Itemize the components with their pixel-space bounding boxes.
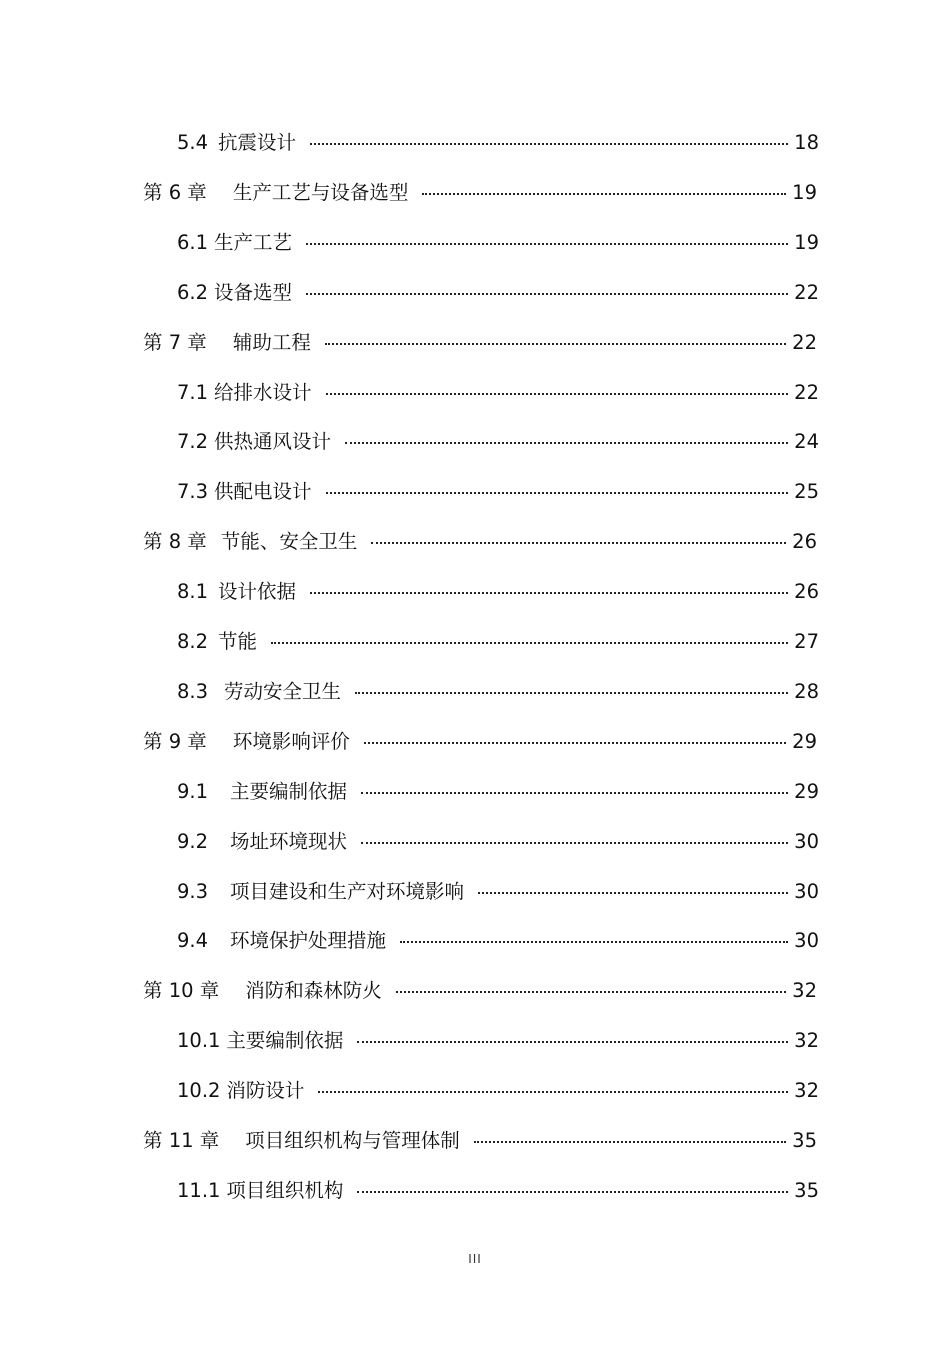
toc-entry-title: 辅助工程 xyxy=(232,330,311,354)
toc-entry[interactable] xyxy=(143,977,817,1005)
toc-entry-title: 生产工艺 xyxy=(214,230,293,254)
dot-leader xyxy=(361,842,788,844)
toc-entry-number: 9.1 xyxy=(177,779,209,803)
page-number: III xyxy=(468,1252,482,1266)
toc-entry-page: 35 xyxy=(794,1178,819,1202)
toc-entry-title: 环境保护处理措施 xyxy=(230,929,387,953)
toc-entry[interactable] xyxy=(143,528,817,556)
toc-entry-number: 8.1 xyxy=(177,580,209,604)
toc-entry-number: 6.2 xyxy=(177,280,209,304)
toc-entry-page: 18 xyxy=(794,131,819,154)
toc-entry-page: 29 xyxy=(792,729,817,753)
toc-entry-number: 8.2 xyxy=(177,630,209,653)
toc-entry-title: 劳动安全卫生 xyxy=(224,679,342,703)
toc-entry-title: 消防和森林防火 xyxy=(245,979,382,1003)
toc-entry-number: 7.2 xyxy=(177,430,209,454)
toc-entry[interactable] xyxy=(177,878,819,906)
dot-leader xyxy=(306,293,788,295)
toc-entry[interactable] xyxy=(177,927,819,955)
toc-entry-page: 32 xyxy=(794,1029,819,1053)
toc-entry-title: 消防设计 xyxy=(226,1079,305,1103)
toc-entry-page: 30 xyxy=(794,929,819,953)
toc-entry-page: 25 xyxy=(794,480,819,504)
toc-entry-page: 22 xyxy=(794,280,819,304)
toc-entry-title: 设备选型 xyxy=(214,280,293,304)
dot-leader xyxy=(400,941,788,943)
dot-leader xyxy=(355,692,788,694)
toc-entry-number: 8.3 xyxy=(177,679,209,703)
toc-entry-page: 32 xyxy=(792,979,817,1003)
toc-entry[interactable] xyxy=(143,329,817,357)
toc-entry-title: 生产工艺与设备选型 xyxy=(232,180,409,204)
toc-entry-title: 主要编制依据 xyxy=(226,1029,344,1053)
toc-entry-number: 7.3 xyxy=(177,480,209,504)
dot-leader xyxy=(345,442,788,444)
toc-entry[interactable] xyxy=(143,179,817,207)
toc-entry-page: 22 xyxy=(792,330,817,354)
toc-entry-page: 26 xyxy=(794,580,819,604)
toc-entry[interactable] xyxy=(177,678,819,706)
toc-entry-page: 30 xyxy=(794,879,819,903)
toc-entry-page: 28 xyxy=(794,679,819,703)
toc-entry-title: 场址环境现状 xyxy=(230,829,348,853)
toc-entry-number: 第 9 章 xyxy=(143,729,207,753)
toc-entry-number: 第 8 章 xyxy=(143,530,207,554)
toc-entry[interactable] xyxy=(177,428,819,456)
toc-entry-title: 抗震设计 xyxy=(218,131,297,154)
toc-entry-number: 9.4 xyxy=(177,929,209,953)
toc-entry-page: 29 xyxy=(794,779,819,803)
toc-entry-number: 第 6 章 xyxy=(143,180,207,204)
toc-entry[interactable] xyxy=(177,628,819,656)
dot-leader xyxy=(318,1091,788,1093)
toc-entry-title: 项目组织机构 xyxy=(226,1178,344,1202)
toc-entry-title: 供配电设计 xyxy=(214,480,312,504)
dot-leader xyxy=(310,592,788,594)
toc-entry-title: 供热通风设计 xyxy=(214,430,332,454)
toc-entry-number: 5.4 xyxy=(177,131,209,154)
toc-entry-page: 19 xyxy=(794,230,819,254)
dot-leader xyxy=(474,1141,786,1143)
toc-entry-page: 26 xyxy=(792,530,817,554)
toc-entry-title: 节能 xyxy=(218,630,258,653)
dot-leader xyxy=(357,1191,788,1193)
toc-entry-number: 10.2 xyxy=(177,1079,221,1103)
toc-entry-number: 第 11 章 xyxy=(143,1129,220,1152)
toc-entry-title: 节能、安全卫生 xyxy=(220,530,358,554)
toc-entry-title: 主要编制依据 xyxy=(230,779,348,803)
dot-leader xyxy=(271,642,788,644)
toc-entry[interactable] xyxy=(177,279,819,307)
toc-entry[interactable] xyxy=(143,728,817,756)
dot-leader xyxy=(364,742,786,744)
dot-leader xyxy=(325,343,786,345)
toc-entry[interactable] xyxy=(177,578,819,606)
dot-leader xyxy=(371,542,786,544)
toc-entry-number: 第 7 章 xyxy=(143,330,207,354)
toc-entry-page: 35 xyxy=(792,1129,817,1152)
toc-entry-title: 环境影响评价 xyxy=(232,729,350,753)
toc-entry[interactable] xyxy=(177,1077,819,1105)
toc-entry-page: 19 xyxy=(792,180,817,204)
dot-leader xyxy=(310,143,788,145)
toc-entry[interactable] xyxy=(143,1127,817,1155)
dot-leader xyxy=(361,792,788,794)
toc-entry-number: 第 10 章 xyxy=(143,979,220,1003)
dot-leader xyxy=(326,393,789,395)
toc-entry-page: 27 xyxy=(794,630,819,653)
dot-leader xyxy=(306,243,788,245)
toc-entry-title: 设计依据 xyxy=(218,580,297,604)
toc-entry-number: 6.1 xyxy=(177,230,209,254)
toc-entry[interactable] xyxy=(177,379,819,407)
toc-entry-number: 10.1 xyxy=(177,1029,221,1053)
dot-leader xyxy=(396,991,786,993)
dot-leader xyxy=(326,492,789,494)
toc-entry[interactable] xyxy=(177,129,819,157)
toc-entry[interactable] xyxy=(177,478,819,506)
toc-entry-title: 项目组织机构与管理体制 xyxy=(245,1129,460,1152)
toc-entry-page: 32 xyxy=(794,1079,819,1103)
toc-entry-title: 项目建设和生产对环境影响 xyxy=(230,879,465,903)
toc-entry-number: 11.1 xyxy=(177,1178,221,1202)
toc-entry[interactable] xyxy=(177,1177,819,1205)
toc-entry-number: 9.2 xyxy=(177,829,209,853)
toc-entry-page: 24 xyxy=(794,430,819,454)
toc-entry-title: 给排水设计 xyxy=(214,380,312,404)
dot-leader xyxy=(422,193,786,195)
toc-entry-page: 30 xyxy=(794,829,819,853)
dot-leader xyxy=(357,1041,788,1043)
toc-entry[interactable] xyxy=(177,229,819,257)
toc-entry[interactable] xyxy=(177,1027,819,1055)
toc-entry-page: 22 xyxy=(794,380,819,404)
toc-entry[interactable] xyxy=(177,778,819,806)
toc-entry-number: 7.1 xyxy=(177,380,209,404)
toc-entry-number: 9.3 xyxy=(177,879,209,903)
dot-leader xyxy=(478,892,788,894)
toc-entry[interactable] xyxy=(177,828,819,856)
